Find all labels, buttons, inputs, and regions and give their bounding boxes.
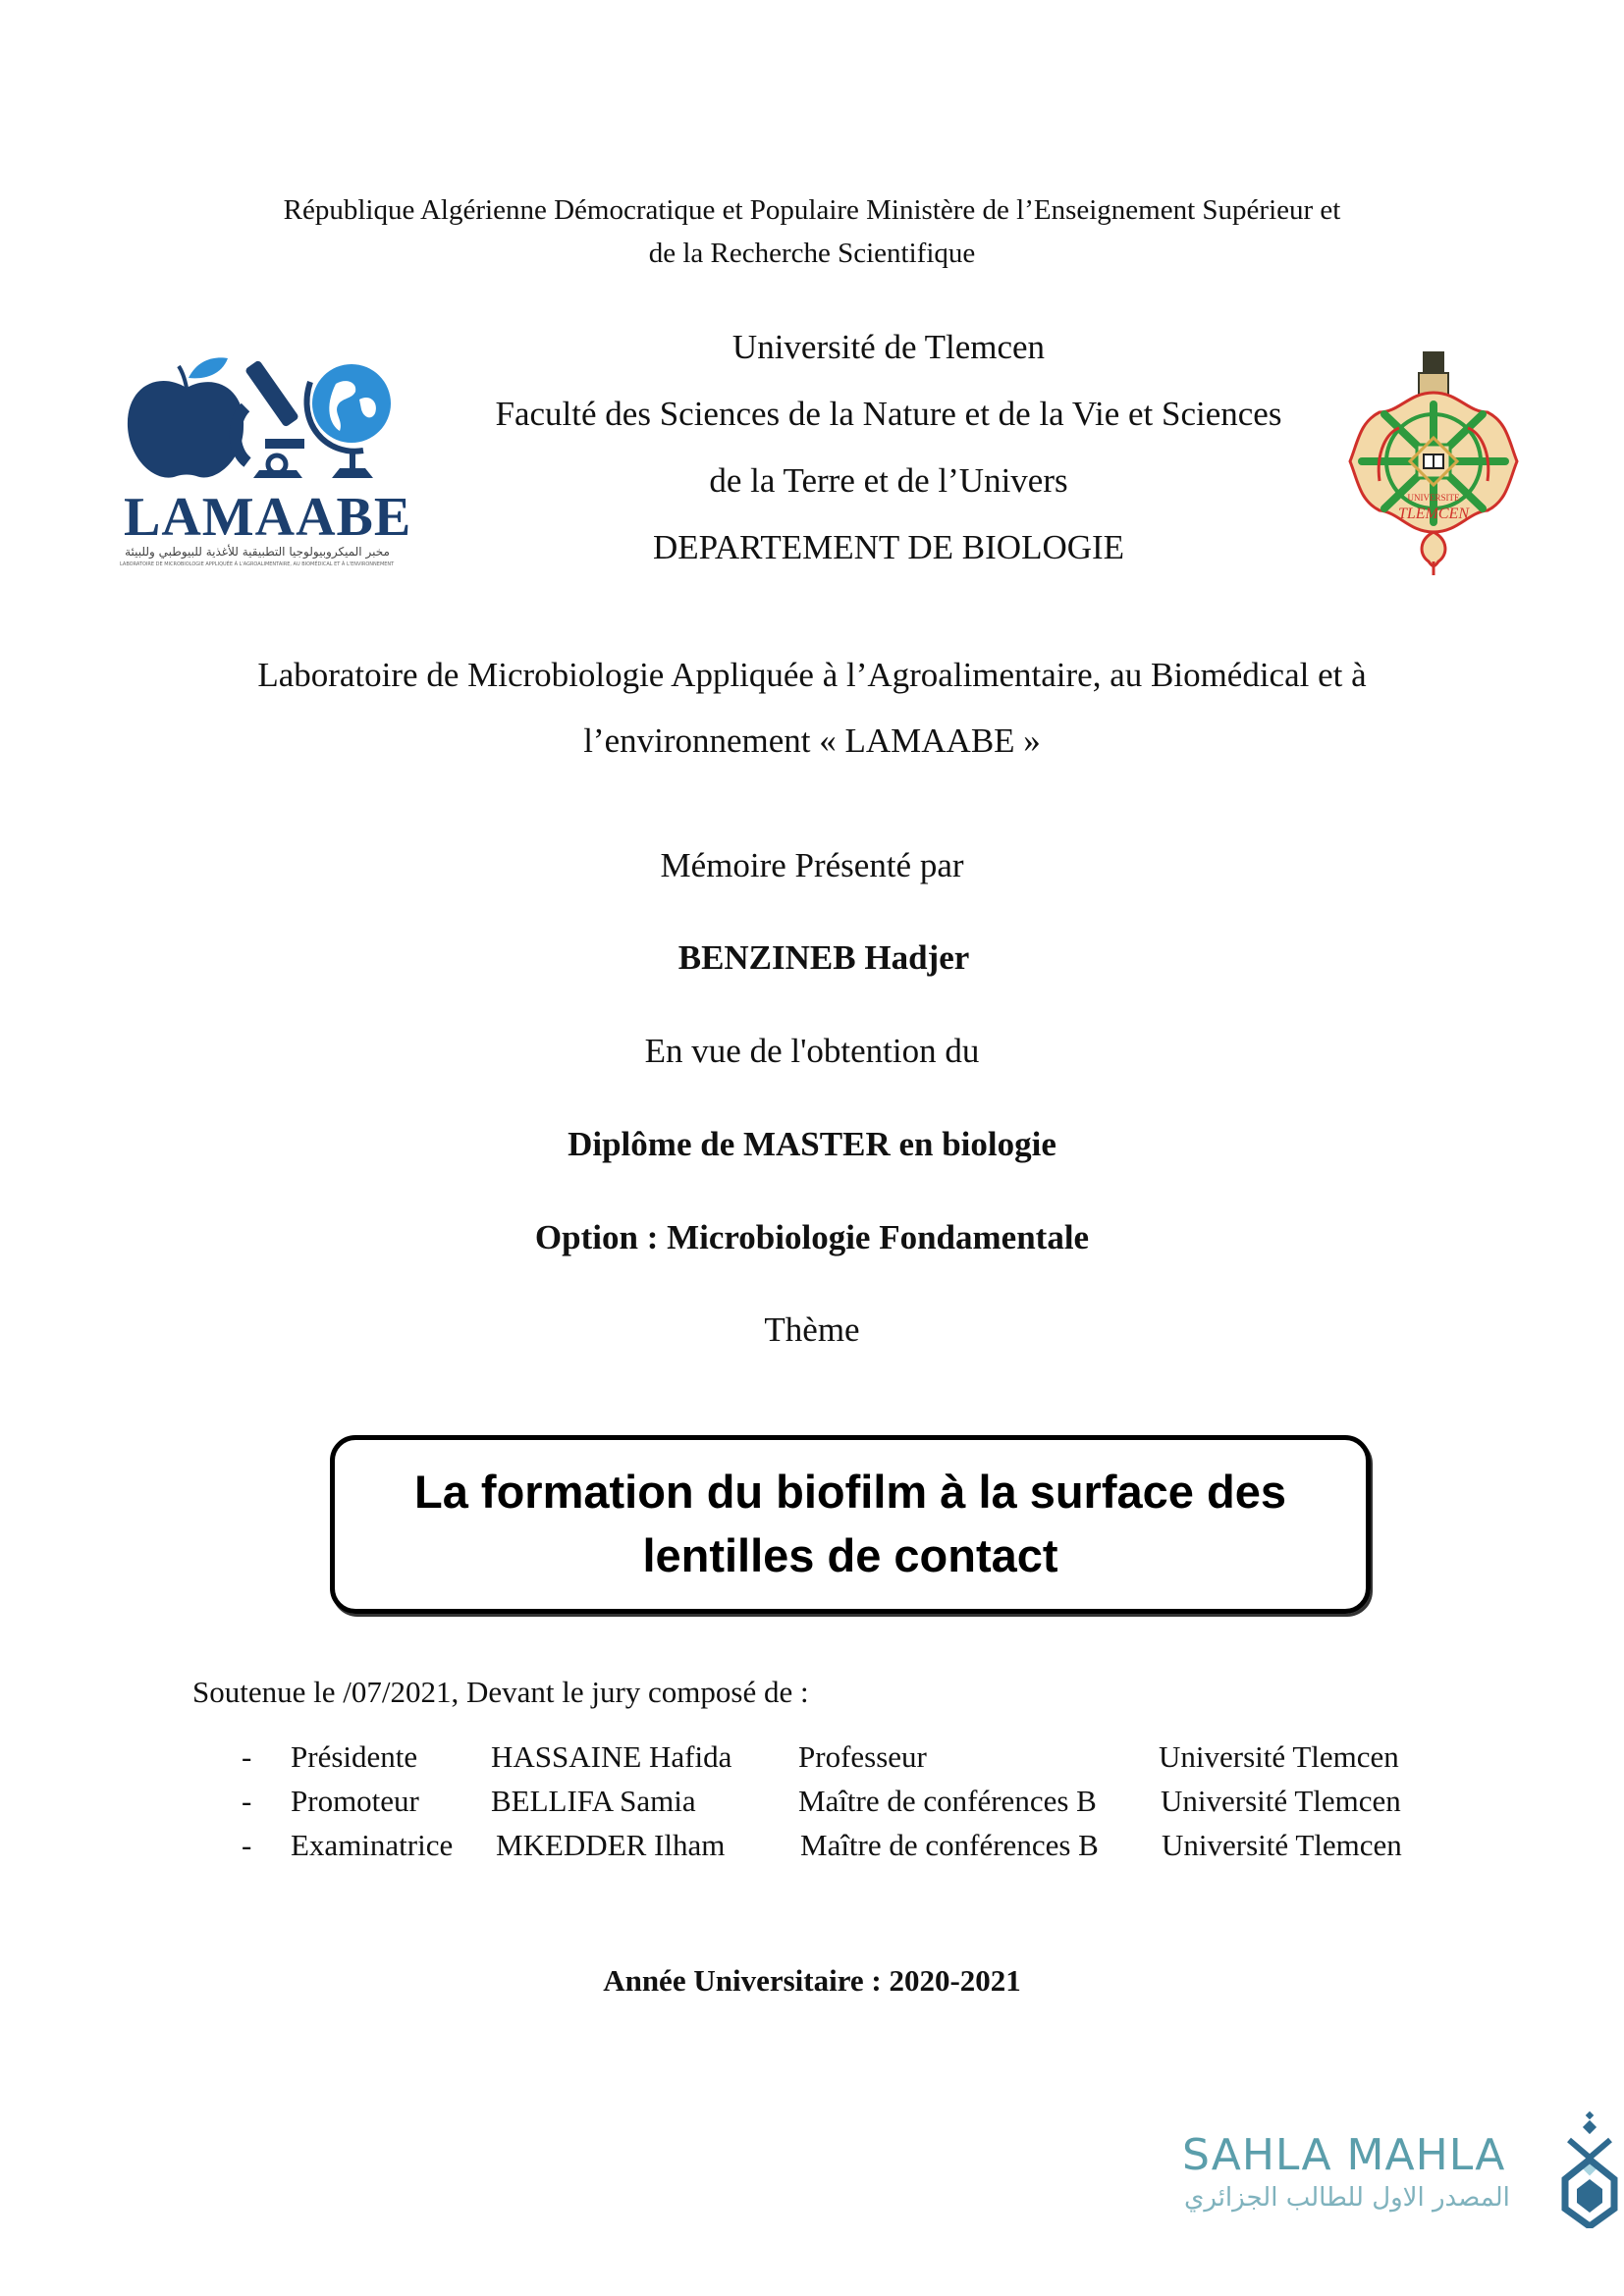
list-bullet: - (242, 1828, 252, 1862)
jury-title: Maître de conférences B (800, 1828, 1099, 1862)
theme-title-box (330, 1435, 1371, 1614)
lamaabe-logo-subtitle: LABORATOIRE DE MICROBIOLOGIE APPLIQUÉE À L'AGROALIMENTAIRE, AU BIOMÉDICAL ET À L'ENVIRONNEMENT (120, 561, 395, 567)
tlemcen-emblem-icon (1340, 344, 1527, 579)
university-block (422, 314, 1355, 581)
theme-title (335, 1440, 1366, 1587)
list-bullet: - (242, 1784, 252, 1818)
theme-label: Thème (764, 1310, 860, 1349)
ministry-line-2: de la Recherche Scientifique (648, 238, 976, 269)
jury-name: MKEDDER Ilham (496, 1828, 726, 1862)
jury-name: HASSAINE Hafida (491, 1739, 732, 1774)
department-name: DEPARTEMENT DE BIOLOGIE (652, 528, 1125, 566)
list-bullet: - (242, 1739, 252, 1774)
svg-text:TLEMCEN: TLEMCEN (1397, 506, 1470, 522)
option-name: Option : Microbiologie Fondamentale (534, 1218, 1090, 1256)
author-name: BENZINEB Hadjer (677, 938, 970, 977)
university-name: Université de Tlemcen (731, 328, 1046, 366)
academic-year: Année Universitaire : 2020-2021 (603, 1963, 1021, 1998)
jury-role: Présidente (291, 1739, 418, 1774)
purpose-label: En vue de l'obtention du (644, 1032, 980, 1070)
svg-text:UNIVERSITE: UNIVERSITE (1407, 493, 1460, 503)
jury-institution: Université Tlemcen (1161, 1784, 1401, 1818)
jury-institution: Université Tlemcen (1162, 1828, 1402, 1862)
presented-by-label: Mémoire Présenté par (660, 846, 964, 884)
jury-member-row (0, 1780, 1624, 1823)
laboratory-line-2: l’environnement « LAMAABE » (583, 721, 1041, 760)
faculty-line-1: Faculté des Sciences de la Nature et de la Vie et Sciences (495, 395, 1282, 433)
lamaabe-logo-arabic: مخبر الميكروبيولوجيا التطبيقية للأغذية للبيوطبي وللبيئة (125, 545, 390, 559)
ministry-header (0, 188, 1624, 275)
faculty-line-2: de la Terre et de l’Univers (709, 461, 1068, 500)
sahla-mahla-watermark (1168, 2110, 1620, 2228)
jury-role: Examinatrice (291, 1828, 454, 1862)
jury-member-row (0, 1824, 1624, 1867)
jury-name: BELLIFA Samia (491, 1784, 696, 1818)
jury-title: Maître de conférences B (798, 1784, 1097, 1818)
diploma-name: Diplôme de MASTER en biologie (568, 1125, 1056, 1163)
jury-title: Professeur (798, 1739, 927, 1774)
jury-member-row (0, 1735, 1624, 1779)
jury-institution: Université Tlemcen (1159, 1739, 1399, 1774)
lamaabe-emblem-icon (118, 348, 403, 486)
lamaabe-logo (118, 348, 412, 569)
watermark-text: SAHLA MAHLA (1182, 2130, 1506, 2180)
laboratory-name (0, 642, 1624, 774)
theme-title-line-1: La formation du biofilm à la surface des (414, 1466, 1286, 1518)
lamaabe-logo-text: LAMAABE (124, 487, 412, 548)
ministry-line-1: République Algérienne Démocratique et Populaire Ministère de l’Enseignement Supérieur et (283, 194, 1341, 226)
watermark-arabic: المصدر الاول للطالب الجزائري (1184, 2183, 1510, 2213)
defense-statement: Soutenue le /07/2021, Devant le jury composé de : (192, 1675, 809, 1709)
laboratory-line-1: Laboratoire de Microbiologie Appliquée à l’Agroalimentaire, au Biomédical et à (257, 656, 1367, 694)
sahla-mahla-emblem-icon (1559, 2110, 1620, 2228)
jury-role: Promoteur (291, 1784, 419, 1818)
tlemcen-university-logo (1340, 344, 1527, 579)
theme-title-line-2: lentilles de contact (642, 1529, 1058, 1581)
